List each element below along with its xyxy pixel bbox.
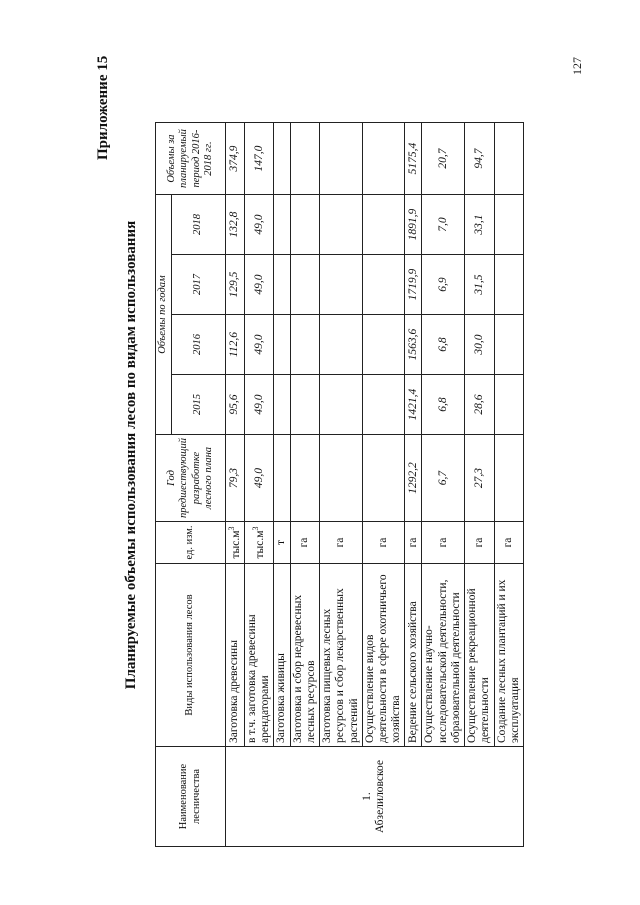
year-value [274, 315, 290, 375]
total-value [494, 123, 523, 195]
total-value: 147,0 [245, 123, 274, 195]
unit-text: га [436, 537, 449, 548]
year-value [362, 195, 405, 255]
year-value [362, 315, 405, 375]
year-value [362, 255, 405, 315]
total-value [362, 123, 405, 195]
year-value: 1563,6 [405, 315, 422, 375]
base-year-value [320, 435, 363, 522]
unit-text: га [472, 537, 485, 548]
table-row [274, 123, 290, 847]
year-value [274, 255, 290, 315]
year-value [320, 195, 363, 255]
year-value: 33,1 [465, 195, 494, 255]
forestry-name: Абзелиловское [374, 759, 387, 834]
unit-cell [245, 522, 274, 564]
forestry-cell [226, 747, 524, 847]
year-value: 1891,9 [405, 195, 422, 255]
total-value [320, 123, 363, 195]
total-value: 94,7 [465, 123, 494, 195]
year-value [274, 375, 290, 435]
year-value [290, 315, 319, 375]
unit-text: т [275, 539, 288, 546]
total-value: 20,7 [422, 123, 465, 195]
use-kind-cell: Осуществление видов деятельности в сфере охотничьего хозяйства [362, 564, 405, 747]
use-kind-cell: Ведение сельского хозяйства [405, 564, 422, 747]
unit-text: тыс.м [229, 530, 242, 559]
use-kind-cell: Осуществление научно-исследовательской деятельности, образовательной деятельности [422, 564, 465, 747]
appendix-label: Приложение 15 [95, 55, 111, 160]
base-year-value [362, 435, 405, 522]
year-value [290, 375, 319, 435]
base-year-value [494, 435, 523, 522]
year-value: 49,0 [245, 255, 274, 315]
year-value [362, 375, 405, 435]
total-value [274, 123, 290, 195]
table-row [494, 123, 523, 847]
base-year-value: 79,3 [226, 435, 245, 522]
unit-cell [290, 522, 319, 564]
year-value: 6,8 [422, 375, 465, 435]
year-value: 30,0 [465, 315, 494, 375]
header-unit: ед. изм. [156, 522, 226, 564]
total-value: 5175,4 [405, 123, 422, 195]
header-years-group: Объемы по годам [156, 195, 172, 435]
forest-use-table [155, 122, 524, 847]
unit-text: га [334, 537, 347, 548]
base-year-value: 6,7 [422, 435, 465, 522]
base-year-value: 49,0 [245, 435, 274, 522]
total-value: 374,9 [226, 123, 245, 195]
table-row [362, 123, 405, 847]
year-value: 1421,4 [405, 375, 422, 435]
table-row [422, 123, 465, 847]
header-year: 2015 [172, 375, 226, 435]
unit-superscript: 3 [251, 526, 261, 531]
forestry-number: 1. [361, 792, 374, 801]
table-row [226, 123, 245, 847]
table-row [320, 123, 363, 847]
year-value [494, 195, 523, 255]
header-kind: Виды использования лесов [156, 564, 226, 747]
year-value [494, 375, 523, 435]
use-kind-cell: Осуществление рекреационной деятельности [465, 564, 494, 747]
unit-text: тыс.м [254, 530, 267, 559]
header-year: 2017 [172, 255, 226, 315]
unit-cell [494, 522, 523, 564]
table-row [245, 123, 274, 847]
use-kind-cell: Заготовка и сбор недревесных лесных ресурсов [290, 564, 319, 747]
header-forestry: Наименование лесничества [156, 747, 226, 847]
year-value [320, 255, 363, 315]
year-value: 31,5 [465, 255, 494, 315]
year-value [320, 315, 363, 375]
base-year-value: 27,3 [465, 435, 494, 522]
year-value: 49,0 [245, 315, 274, 375]
use-kind-cell: Заготовка пищевых лесных ресурсов и сбор лекарственных растений [320, 564, 363, 747]
year-value: 95,6 [226, 375, 245, 435]
unit-text: га [298, 537, 311, 548]
year-value [320, 375, 363, 435]
unit-cell [405, 522, 422, 564]
total-value [290, 123, 319, 195]
use-kind-cell: Заготовка древесины [226, 564, 245, 747]
year-value [494, 315, 523, 375]
table-row [405, 123, 422, 847]
header-base-year: Год предшествующий разработке лесного плана [156, 435, 226, 522]
unit-cell [320, 522, 363, 564]
unit-text: га [406, 537, 419, 548]
table-row [290, 123, 319, 847]
unit-cell [274, 522, 290, 564]
base-year-value [274, 435, 290, 522]
header-year: 2018 [172, 195, 226, 255]
year-value: 132,8 [226, 195, 245, 255]
use-kind-cell: Создание лесных плантаций и их эксплуатация [494, 564, 523, 747]
year-value: 49,0 [245, 195, 274, 255]
year-value [290, 255, 319, 315]
table-row [465, 123, 494, 847]
use-kind-cell: в т.ч. заготовка древесины арендаторами [245, 564, 274, 747]
year-value: 7,0 [422, 195, 465, 255]
year-value: 112,6 [226, 315, 245, 375]
unit-cell [226, 522, 245, 564]
header-year: 2016 [172, 315, 226, 375]
unit-cell [422, 522, 465, 564]
use-kind-cell: Заготовка живицы [274, 564, 290, 747]
year-value: 129,5 [226, 255, 245, 315]
unit-cell [465, 522, 494, 564]
unit-text: га [377, 537, 390, 548]
year-value [290, 195, 319, 255]
unit-superscript: 3 [227, 526, 236, 531]
year-value: 1719,9 [405, 255, 422, 315]
unit-cell [362, 522, 405, 564]
year-value [274, 195, 290, 255]
page-number: 127 [570, 57, 584, 75]
year-value: 28,6 [465, 375, 494, 435]
year-value [494, 255, 523, 315]
document-title: Планируемые объемы использования лесов по видам использования [123, 220, 139, 690]
year-value: 6,9 [422, 255, 465, 315]
base-year-value: 1292,2 [405, 435, 422, 522]
year-value: 6,8 [422, 315, 465, 375]
unit-text: га [502, 537, 515, 548]
base-year-value [290, 435, 319, 522]
header-total: Объемы за планируемый период 2016-2018 гг. [156, 123, 226, 195]
year-value: 49,0 [245, 375, 274, 435]
